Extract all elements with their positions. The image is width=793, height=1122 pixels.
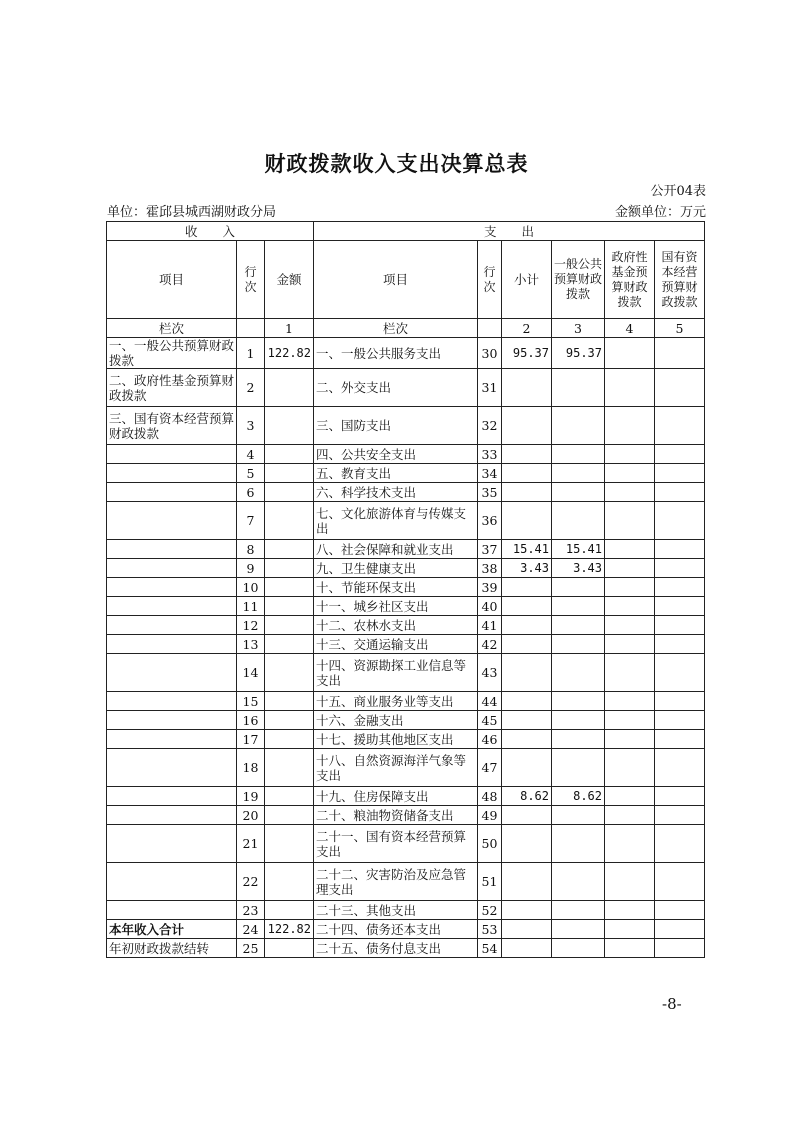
general-budget-cell <box>552 445 605 464</box>
income-item-cell <box>107 483 237 502</box>
income-header: 收 入 <box>107 222 314 241</box>
expense-rowno-cell: 40 <box>478 597 502 616</box>
expense-rowno-cell: 38 <box>478 559 502 578</box>
state-capital-cell <box>655 825 705 863</box>
table-row <box>107 578 705 597</box>
expense-rowno-cell: 33 <box>478 445 502 464</box>
subtotal-cell <box>502 616 552 635</box>
income-item-cell <box>107 464 237 483</box>
table-row <box>107 483 705 502</box>
gov-fund-header: 政府性基金预算财政拨款 <box>605 241 655 319</box>
subtotal-header: 小计 <box>502 241 552 319</box>
general-budget-cell <box>552 654 605 692</box>
state-capital-cell <box>655 502 705 540</box>
income-rowno-header: 行次 <box>237 241 265 319</box>
col-index-blank <box>478 319 502 338</box>
state-capital-cell <box>655 920 705 939</box>
general-budget-cell <box>552 901 605 920</box>
income-rowno-cell: 2 <box>237 369 265 407</box>
expense-item-cell: 九、卫生健康支出 <box>314 559 478 578</box>
subtotal-cell <box>502 711 552 730</box>
subtotal-cell <box>502 692 552 711</box>
expense-rowno-cell: 31 <box>478 369 502 407</box>
income-amount-cell <box>265 692 314 711</box>
income-rowno-cell: 7 <box>237 502 265 540</box>
subtotal-cell <box>502 863 552 901</box>
state-capital-cell <box>655 730 705 749</box>
income-amount-cell <box>265 901 314 920</box>
table-row <box>107 597 705 616</box>
expense-item-header: 项目 <box>314 241 478 319</box>
unit-label: 单位：霍邱县城西湖财政分局 <box>107 205 277 220</box>
general-budget-cell: 15.41 <box>552 540 605 559</box>
income-item-cell <box>107 559 237 578</box>
header-row-columns <box>107 241 705 319</box>
income-rowno-cell: 22 <box>237 863 265 901</box>
subtotal-cell <box>502 901 552 920</box>
income-rowno-cell: 6 <box>237 483 265 502</box>
general-budget-cell <box>552 920 605 939</box>
income-rowno-cell: 16 <box>237 711 265 730</box>
table-row <box>107 692 705 711</box>
table-row <box>107 407 705 445</box>
expense-item-cell: 十八、自然资源海洋气象等支出 <box>314 749 478 787</box>
general-budget-cell <box>552 369 605 407</box>
gov-fund-cell <box>605 749 655 787</box>
income-item-cell <box>107 730 237 749</box>
gov-fund-cell <box>605 939 655 958</box>
income-item-cell <box>107 445 237 464</box>
income-item-header: 项目 <box>107 241 237 319</box>
income-rowno-cell: 19 <box>237 787 265 806</box>
state-capital-cell <box>655 787 705 806</box>
expense-item-cell: 二十、粮油物资储备支出 <box>314 806 478 825</box>
general-budget-cell <box>552 806 605 825</box>
income-amount-cell <box>265 711 314 730</box>
subtotal-cell <box>502 597 552 616</box>
fiscal-summary-table <box>106 221 705 958</box>
state-capital-cell <box>655 863 705 901</box>
state-capital-cell <box>655 464 705 483</box>
gov-fund-cell <box>605 692 655 711</box>
income-amount-cell <box>265 597 314 616</box>
gov-fund-cell <box>605 825 655 863</box>
gov-fund-cell <box>605 540 655 559</box>
state-capital-cell <box>655 635 705 654</box>
general-budget-cell <box>552 939 605 958</box>
table-row <box>107 939 705 958</box>
income-rowno-cell: 9 <box>237 559 265 578</box>
table-row <box>107 730 705 749</box>
expense-item-cell: 七、文化旅游体育与传媒支出 <box>314 502 478 540</box>
table-row <box>107 825 705 863</box>
expense-item-cell: 二十四、债务还本支出 <box>314 920 478 939</box>
state-capital-cell <box>655 692 705 711</box>
expense-rowno-cell: 41 <box>478 616 502 635</box>
subtotal-cell: 15.41 <box>502 540 552 559</box>
general-budget-cell <box>552 692 605 711</box>
income-item-cell <box>107 540 237 559</box>
gov-fund-cell <box>605 483 655 502</box>
subtotal-cell: 3.43 <box>502 559 552 578</box>
income-rowno-cell: 4 <box>237 445 265 464</box>
general-budget-cell <box>552 635 605 654</box>
state-capital-cell <box>655 939 705 958</box>
subtotal-cell <box>502 407 552 445</box>
subtotal-cell <box>502 578 552 597</box>
gov-fund-cell <box>605 616 655 635</box>
expense-item-cell: 二十五、债务付息支出 <box>314 939 478 958</box>
table-row <box>107 559 705 578</box>
expense-item-cell: 四、公共安全支出 <box>314 445 478 464</box>
gov-fund-cell <box>605 806 655 825</box>
state-capital-cell <box>655 711 705 730</box>
col-index-5: 5 <box>655 319 705 338</box>
general-budget-cell <box>552 616 605 635</box>
col-index-blank <box>237 319 265 338</box>
header-row-group <box>107 222 705 241</box>
gov-fund-cell <box>605 635 655 654</box>
col-index-1: 1 <box>265 319 314 338</box>
income-item-cell: 本年收入合计 <box>107 920 237 939</box>
state-capital-cell <box>655 901 705 920</box>
subtotal-cell <box>502 806 552 825</box>
unit-line <box>107 201 706 220</box>
income-rowno-cell: 17 <box>237 730 265 749</box>
expense-item-cell: 二十三、其他支出 <box>314 901 478 920</box>
income-rowno-cell: 13 <box>237 635 265 654</box>
subtotal-cell <box>502 654 552 692</box>
income-amount-cell <box>265 540 314 559</box>
table-row <box>107 863 705 901</box>
expense-rowno-cell: 36 <box>478 502 502 540</box>
expense-rowno-cell: 43 <box>478 654 502 692</box>
expense-item-cell: 十七、援助其他地区支出 <box>314 730 478 749</box>
expense-item-cell: 十二、农林水支出 <box>314 616 478 635</box>
expense-rowno-cell: 35 <box>478 483 502 502</box>
col-label-expense: 栏次 <box>314 319 478 338</box>
income-item-cell: 二、政府性基金预算财政拨款 <box>107 369 237 407</box>
page-number: -8- <box>662 995 682 1013</box>
gov-fund-cell <box>605 578 655 597</box>
table-row <box>107 540 705 559</box>
income-rowno-cell: 15 <box>237 692 265 711</box>
table-row <box>107 635 705 654</box>
subtotal-cell <box>502 730 552 749</box>
income-amount-cell <box>265 407 314 445</box>
expense-item-cell: 十四、资源勘探工业信息等支出 <box>314 654 478 692</box>
income-item-cell: 三、国有资本经营预算财政拨款 <box>107 407 237 445</box>
expense-item-cell: 十三、交通运输支出 <box>314 635 478 654</box>
expense-rowno-cell: 54 <box>478 939 502 958</box>
income-rowno-cell: 3 <box>237 407 265 445</box>
general-budget-cell <box>552 711 605 730</box>
general-budget-cell <box>552 464 605 483</box>
income-amount-cell <box>265 787 314 806</box>
income-amount-cell <box>265 635 314 654</box>
general-budget-cell: 8.62 <box>552 787 605 806</box>
state-capital-header: 国有资本经营预算财政拨款 <box>655 241 705 319</box>
income-amount-cell <box>265 863 314 901</box>
general-budget-cell <box>552 825 605 863</box>
subtotal-cell <box>502 825 552 863</box>
expense-rowno-cell: 50 <box>478 825 502 863</box>
table-row <box>107 369 705 407</box>
gov-fund-cell <box>605 502 655 540</box>
gov-fund-cell <box>605 787 655 806</box>
income-amount-header: 金额 <box>265 241 314 319</box>
income-rowno-cell: 5 <box>237 464 265 483</box>
income-amount-cell <box>265 825 314 863</box>
gov-fund-cell <box>605 559 655 578</box>
subtotal-cell <box>502 483 552 502</box>
expense-item-cell: 一、一般公共服务支出 <box>314 338 478 369</box>
expense-rowno-cell: 49 <box>478 806 502 825</box>
income-rowno-cell: 20 <box>237 806 265 825</box>
income-item-cell <box>107 635 237 654</box>
expense-rowno-cell: 44 <box>478 692 502 711</box>
income-rowno-cell: 21 <box>237 825 265 863</box>
income-amount-cell <box>265 445 314 464</box>
gov-fund-cell <box>605 920 655 939</box>
general-budget-cell <box>552 749 605 787</box>
income-item-cell: 一、一般公共预算财政拨款 <box>107 338 237 369</box>
col-index-2: 2 <box>502 319 552 338</box>
income-amount-cell <box>265 806 314 825</box>
gov-fund-cell <box>605 901 655 920</box>
table-row <box>107 464 705 483</box>
income-rowno-cell: 18 <box>237 749 265 787</box>
subtotal-cell <box>502 464 552 483</box>
income-rowno-cell: 1 <box>237 338 265 369</box>
income-item-cell <box>107 863 237 901</box>
income-amount-cell <box>265 559 314 578</box>
income-amount-cell <box>265 369 314 407</box>
income-amount-cell <box>265 502 314 540</box>
gov-fund-cell <box>605 464 655 483</box>
gov-fund-cell <box>605 369 655 407</box>
table-row <box>107 806 705 825</box>
expense-header: 支 出 <box>314 222 705 241</box>
income-amount-cell: 122.82 <box>265 338 314 369</box>
col-label-income: 栏次 <box>107 319 237 338</box>
state-capital-cell <box>655 559 705 578</box>
expense-item-cell: 三、国防支出 <box>314 407 478 445</box>
income-rowno-cell: 14 <box>237 654 265 692</box>
income-item-cell <box>107 749 237 787</box>
general-budget-cell <box>552 502 605 540</box>
income-item-cell <box>107 692 237 711</box>
subtotal-cell <box>502 445 552 464</box>
state-capital-cell <box>655 616 705 635</box>
col-index-3: 3 <box>552 319 605 338</box>
expense-item-cell: 二十一、国有资本经营预算支出 <box>314 825 478 863</box>
gov-fund-cell <box>605 730 655 749</box>
income-item-cell <box>107 597 237 616</box>
expense-item-cell: 五、教育支出 <box>314 464 478 483</box>
expense-rowno-cell: 45 <box>478 711 502 730</box>
state-capital-cell <box>655 407 705 445</box>
gov-fund-cell <box>605 654 655 692</box>
state-capital-cell <box>655 540 705 559</box>
income-rowno-cell: 23 <box>237 901 265 920</box>
gov-fund-cell <box>605 338 655 369</box>
table-row <box>107 749 705 787</box>
income-amount-cell <box>265 730 314 749</box>
income-item-cell: 年初财政拨款结转 <box>107 939 237 958</box>
general-budget-header: 一般公共预算财政拨款 <box>552 241 605 319</box>
gov-fund-cell <box>605 597 655 616</box>
expense-rowno-cell: 51 <box>478 863 502 901</box>
expense-rowno-cell: 52 <box>478 901 502 920</box>
income-amount-cell <box>265 749 314 787</box>
column-index-row <box>107 319 705 338</box>
state-capital-cell <box>655 597 705 616</box>
gov-fund-cell <box>605 863 655 901</box>
gov-fund-cell <box>605 407 655 445</box>
income-amount-cell <box>265 654 314 692</box>
subtotal-cell <box>502 369 552 407</box>
state-capital-cell <box>655 338 705 369</box>
general-budget-cell <box>552 483 605 502</box>
expense-item-cell: 十、节能环保支出 <box>314 578 478 597</box>
col-index-4: 4 <box>605 319 655 338</box>
income-item-cell <box>107 654 237 692</box>
expense-item-cell: 十六、金融支出 <box>314 711 478 730</box>
income-rowno-cell: 24 <box>237 920 265 939</box>
expense-item-cell: 二十二、灾害防治及应急管理支出 <box>314 863 478 901</box>
income-rowno-cell: 12 <box>237 616 265 635</box>
state-capital-cell <box>655 578 705 597</box>
income-item-cell <box>107 787 237 806</box>
income-item-cell <box>107 825 237 863</box>
subtotal-cell <box>502 749 552 787</box>
form-code: 公开04表 <box>650 184 706 199</box>
expense-item-cell: 二、外交支出 <box>314 369 478 407</box>
income-item-cell <box>107 901 237 920</box>
table-row <box>107 445 705 464</box>
general-budget-cell <box>552 597 605 616</box>
income-rowno-cell: 25 <box>237 939 265 958</box>
state-capital-cell <box>655 749 705 787</box>
state-capital-cell <box>655 483 705 502</box>
income-item-cell <box>107 616 237 635</box>
income-item-cell <box>107 578 237 597</box>
income-item-cell <box>107 502 237 540</box>
subtotal-cell: 95.37 <box>502 338 552 369</box>
state-capital-cell <box>655 654 705 692</box>
subtotal-cell <box>502 939 552 958</box>
general-budget-cell <box>552 863 605 901</box>
expense-rowno-cell: 34 <box>478 464 502 483</box>
subtotal-cell <box>502 635 552 654</box>
income-amount-cell <box>265 578 314 597</box>
expense-item-cell: 八、社会保障和就业支出 <box>314 540 478 559</box>
state-capital-cell <box>655 369 705 407</box>
table-row <box>107 787 705 806</box>
general-budget-cell: 3.43 <box>552 559 605 578</box>
expense-rowno-cell: 48 <box>478 787 502 806</box>
expense-rowno-cell: 39 <box>478 578 502 597</box>
general-budget-cell: 95.37 <box>552 338 605 369</box>
expense-rowno-cell: 42 <box>478 635 502 654</box>
income-item-cell <box>107 806 237 825</box>
gov-fund-cell <box>605 711 655 730</box>
general-budget-cell <box>552 730 605 749</box>
income-amount-cell <box>265 464 314 483</box>
income-rowno-cell: 10 <box>237 578 265 597</box>
table-row <box>107 920 705 939</box>
income-rowno-cell: 8 <box>237 540 265 559</box>
expense-rowno-header: 行次 <box>478 241 502 319</box>
income-amount-cell <box>265 483 314 502</box>
money-unit: 金额单位：万元 <box>614 205 706 220</box>
table-row <box>107 901 705 920</box>
expense-item-cell: 六、科学技术支出 <box>314 483 478 502</box>
income-item-cell <box>107 711 237 730</box>
state-capital-cell <box>655 445 705 464</box>
table-row <box>107 338 705 369</box>
state-capital-cell <box>655 806 705 825</box>
gov-fund-cell <box>605 445 655 464</box>
expense-rowno-cell: 53 <box>478 920 502 939</box>
expense-rowno-cell: 47 <box>478 749 502 787</box>
table-row <box>107 616 705 635</box>
expense-rowno-cell: 30 <box>478 338 502 369</box>
page-title: 财政拨款收入支出决算总表 <box>264 152 529 176</box>
table-row <box>107 654 705 692</box>
income-amount-cell: 122.82 <box>265 920 314 939</box>
subtotal-cell <box>502 502 552 540</box>
expense-rowno-cell: 37 <box>478 540 502 559</box>
expense-item-cell: 十五、商业服务业等支出 <box>314 692 478 711</box>
income-amount-cell <box>265 616 314 635</box>
income-amount-cell <box>265 939 314 958</box>
general-budget-cell <box>552 407 605 445</box>
expense-item-cell: 十九、住房保障支出 <box>314 787 478 806</box>
table-row <box>107 711 705 730</box>
income-rowno-cell: 11 <box>237 597 265 616</box>
general-budget-cell <box>552 578 605 597</box>
subtotal-cell <box>502 920 552 939</box>
expense-item-cell: 十一、城乡社区支出 <box>314 597 478 616</box>
expense-rowno-cell: 32 <box>478 407 502 445</box>
expense-rowno-cell: 46 <box>478 730 502 749</box>
subtotal-cell: 8.62 <box>502 787 552 806</box>
table-row <box>107 502 705 540</box>
